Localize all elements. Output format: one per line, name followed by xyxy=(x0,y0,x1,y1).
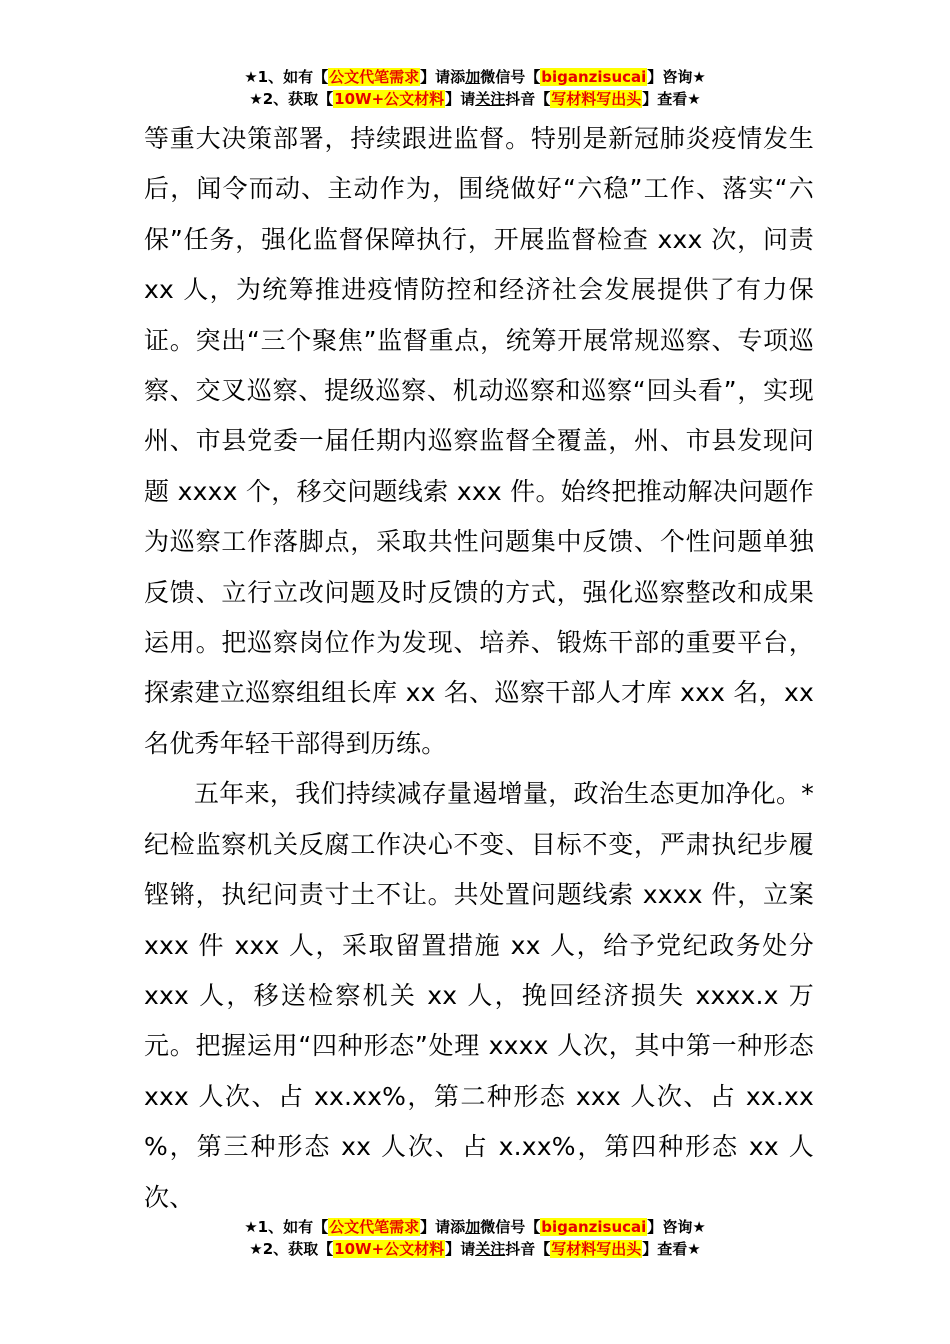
promo-text-underlined: 加 xyxy=(465,68,481,86)
promo-text: ★2、获取 xyxy=(249,1240,319,1258)
bracket: 】 xyxy=(647,68,663,86)
promo-line-2 xyxy=(0,1238,950,1260)
promo-text: 请 xyxy=(460,90,476,108)
promo-text-underlined: 关注 xyxy=(475,90,506,108)
highlight-wechat-id: biganzisucai xyxy=(541,1218,647,1236)
bracket: 【 xyxy=(318,90,334,108)
highlight-materials: 10W+公文材料 xyxy=(334,1240,445,1258)
bracket: 【 xyxy=(535,1240,551,1258)
highlight-ghostwriting: 公文代笔需求 xyxy=(329,1218,420,1236)
bracket: 【 xyxy=(525,1218,541,1236)
promo-text: 咨询★ xyxy=(662,68,706,86)
promo-text: 请添 xyxy=(435,68,466,86)
promo-text: 抖音 xyxy=(505,90,536,108)
bracket: 【 xyxy=(318,1240,334,1258)
bracket: 【 xyxy=(313,1218,329,1236)
document-body xyxy=(144,114,814,1223)
promo-text: 请 xyxy=(460,1240,476,1258)
bracket: 】 xyxy=(445,1240,461,1258)
promo-text: 微信号 xyxy=(480,68,526,86)
highlight-materials: 10W+公文材料 xyxy=(334,90,445,108)
bracket: 】 xyxy=(420,1218,436,1236)
footer-promo-banner xyxy=(0,1216,950,1260)
paragraph-inspection: 等重大决策部署，持续跟进监督。特别是新冠肺炎疫情发生后，闻令而动、主动作为，围绕做好“六稳”工作、落实“六保”任务，强化监督保障执行，开展监督检查 xxx 次，问责 xx 人，为统筹推进疫情防控和经济社会发展提供了有力保证。突出“三个聚焦”监督重点，统筹开展常规巡察、专项巡察、交叉巡察、提级巡察、机动巡察和巡察“回头看”，实现州、市县党委一届任期内巡察监督全覆盖，州、市县发现问题 xxxx 个，移交问题线索 xxx 件。始终把推动解决问题作为巡察工作落脚点，采取共性问题集中反馈、个性问题单独反馈、立行立改问题及时反馈的方式，强化巡察整改和成果运用。把巡察岗位作为发现、培养、锻炼干部的重要平台，探索建立巡察组组长库 xx 名、巡察干部人才库 xxx 名，xx 名优秀年轻干部得到历练。 xyxy=(144,124,814,758)
promo-text: 微信号 xyxy=(480,1218,526,1236)
promo-text-underlined: 加 xyxy=(465,1218,481,1236)
promo-text: ★2、获取 xyxy=(249,90,319,108)
promo-text: 查看★ xyxy=(657,90,701,108)
promo-text: ★1、如有 xyxy=(244,68,314,86)
promo-text: 咨询★ xyxy=(662,1218,706,1236)
highlight-wechat-id: biganzisucai xyxy=(541,68,647,86)
bracket: 【 xyxy=(535,90,551,108)
bracket: 【 xyxy=(313,68,329,86)
highlight-douyin-account: 写材料写出头 xyxy=(551,90,642,108)
promo-line-1 xyxy=(0,66,950,88)
promo-line-2 xyxy=(0,88,950,110)
header-promo-banner xyxy=(0,66,950,110)
bracket: 】 xyxy=(445,90,461,108)
bracket: 】 xyxy=(647,1218,663,1236)
bracket: 【 xyxy=(525,68,541,86)
promo-line-1 xyxy=(0,1216,950,1238)
promo-text: ★1、如有 xyxy=(244,1218,314,1236)
bracket: 】 xyxy=(420,68,436,86)
promo-text: 抖音 xyxy=(505,1240,536,1258)
paragraph-anti-corruption: 五年来，我们持续减存量遏增量，政治生态更加净化。*纪检监察机关反腐工作决心不变、目标不变，严肃执纪步履铿锵，执纪问责寸土不让。共处置问题线索 xxxx 件，立案 xxx 件 xxx 人，采取留置措施 xx 人，给予党纪政务处分 xxx 人，移送检察机关 xx 人，挽回经济损失 xxxx.x 万元。把握运用“四种形态”处理 xxxx 人次，其中第一种形态 xxx 人次、占 xx.xx%，第二种形态 xxx 人次、占 xx.xx %，第三种形态 xx 人次、占 x.xx%，第四种形态 xx 人次、 xyxy=(144,779,814,1212)
highlight-ghostwriting: 公文代笔需求 xyxy=(329,68,420,86)
promo-text-underlined: 关注 xyxy=(475,1240,506,1258)
bracket: 】 xyxy=(642,1240,658,1258)
promo-text: 请添 xyxy=(435,1218,466,1236)
promo-text: 查看★ xyxy=(657,1240,701,1258)
bracket: 】 xyxy=(642,90,658,108)
highlight-douyin-account: 写材料写出头 xyxy=(551,1240,642,1258)
